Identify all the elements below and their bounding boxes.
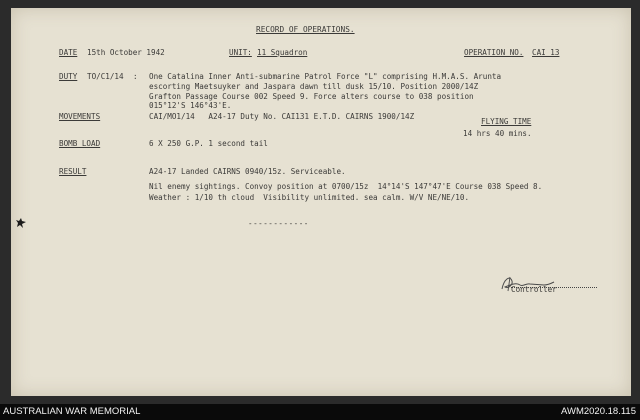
result-line: Weather : 1/10 th cloud Visibility unlimited. sea calm. W/V NE/NE/10. <box>149 193 470 202</box>
movements-label: MOVEMENTS <box>59 112 101 121</box>
duty-label: DUTY <box>59 72 78 81</box>
duty-separator: : <box>133 72 138 81</box>
duty-code: TO/C1/14 <box>87 72 124 81</box>
punch-hole-icon <box>16 218 26 228</box>
duty-line: 015°12'S 146°43'E. <box>149 101 232 110</box>
controller-label: Controller <box>511 285 557 294</box>
result-line: A24-17 Landed CAIRNS 0940/15z. Serviceable. <box>149 167 346 176</box>
date-label: DATE <box>59 48 78 57</box>
bomb-load-value: 6 X 250 G.P. 1 second tail <box>149 139 268 148</box>
footer-source: AUSTRALIAN WAR MEMORIAL <box>3 406 141 417</box>
duty-line: escorting Maetsuyker and Jaspara dawn till dusk 15/10. Position 2000/14Z <box>149 82 479 91</box>
movements-value: CAI/MO1/14 A24-17 Duty No. CAI131 E.T.D. CAIRNS 1900/14Z <box>149 112 415 121</box>
duty-line: One Catalina Inner Anti-submarine Patrol Force "L" comprising H.M.A.S. Arunta <box>149 72 502 81</box>
unit-value: 11 Squadron <box>257 48 308 57</box>
result-line: Nil enemy sightings. Convoy position at 0700/15z 14°14'S 147°47'E Course 038 Speed 8. <box>149 182 543 191</box>
doc-title: RECORD OF OPERATIONS. <box>256 25 355 34</box>
bomb-load-label: BOMB LOAD <box>59 139 101 148</box>
document-sheet <box>11 8 631 396</box>
unit-label: UNIT: <box>229 48 252 57</box>
result-label: RESULT <box>59 167 87 176</box>
footer-bar <box>0 404 640 420</box>
operation-label: OPERATION NO. <box>464 48 524 57</box>
date-value: 15th October 1942 <box>87 48 165 57</box>
duty-line: Grafton Passage Course 002 Speed 9. Force alters course to 038 position <box>149 92 474 101</box>
flying-time-value: 14 hrs 40 mins. <box>463 129 532 138</box>
separator-line: ------------ <box>248 219 309 228</box>
flying-time-label: FLYING TIME <box>481 117 532 126</box>
operation-value: CAI 13 <box>532 48 560 57</box>
footer-accession-number: AWM2020.18.115 <box>561 406 636 417</box>
